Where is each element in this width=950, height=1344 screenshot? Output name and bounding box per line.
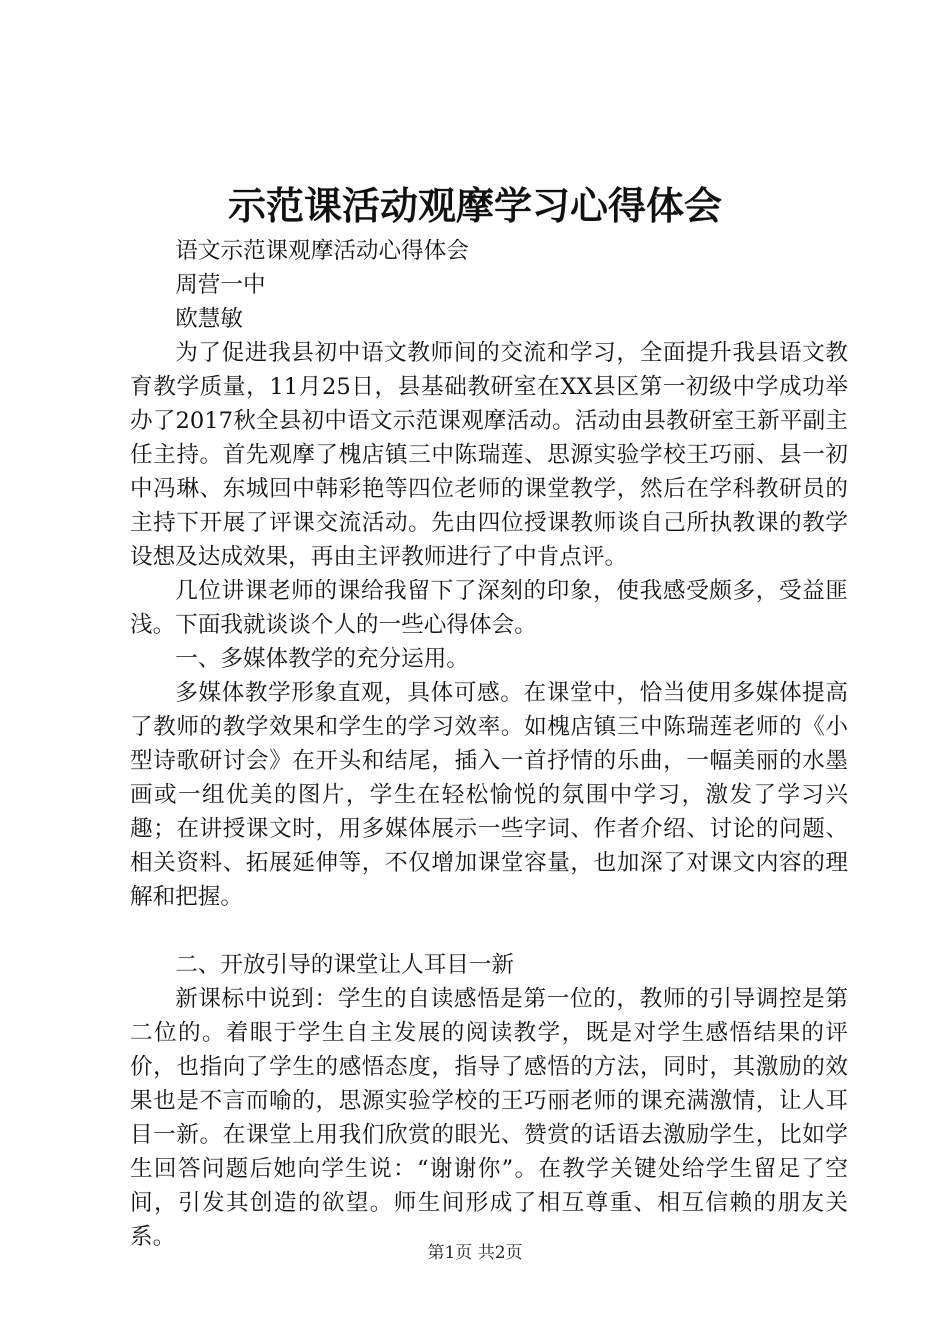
- author-line: 欧慧敏: [175, 306, 243, 332]
- subtitle-line: 语文示范课观摩活动心得体会: [175, 238, 469, 264]
- paragraph-impression: 几位讲课老师的课给我留下了深刻的印象，使我感受颇多，受益匪浅。下面我就谈谈个人的一些心得体会。: [130, 578, 848, 638]
- page-footer: 第1页 共2页: [427, 1243, 523, 1263]
- paragraph-open-guidance: 新课标中说到：学生的自读感悟是第一位的，教师的引导调控是第二位的。着眼于学生自主发展的阅读教学，既是对学生感悟结果的评价，也指向了学生的感悟态度，指导了感悟的方法，同时，其激励的效果也是不言而喻的，思源实验学校的王巧丽老师的课充满激情，让人耳目一新。在课堂上用我们欣赏的眼光、赞赏的话语去激励学生，比如学生回答问题后她向学生说：“谢谢你”。在教学关键处给学生留足了空间，引发其创造的欲望。师生间形成了相互尊重、相互信赖的朋友关系。: [130, 986, 848, 1250]
- paragraph-gap: [130, 914, 848, 948]
- section-heading-1: 一、多媒体教学的充分运用。: [175, 646, 469, 672]
- document-body: [130, 234, 848, 1254]
- paragraph-multimedia: 多媒体教学形象直观，具体可感。在课堂中，恰当使用多媒体提高了教师的教学效果和学生的学习效率。如槐店镇三中陈瑞莲老师的《小型诗歌研讨会》在开头和结尾，插入一首抒情的乐曲，一幅美丽的水墨画或一组优美的图片，学生在轻松愉悦的氛围中学习，激发了学习兴趣；在讲授课文时，用多媒体展示一些字词、作者介绍、讨论的问题、相关资料、拓展延伸等，不仅增加课堂容量，也加深了对课文内容的理解和把握。: [130, 680, 848, 910]
- document-title: 示范课活动观摩学习心得体会: [227, 183, 722, 228]
- paragraph-intro: 为了促进我县初中语文教师间的交流和学习，全面提升我县语文教育教学质量，11月25日，县基础教研室在XX县区第一初级中学成功举办了2017秋全县初中语文示范课观摩活动。活动由县教研室王新平副主任主持。首先观摩了槐店镇三中陈瑞莲、思源实验学校王巧丽、县一初中冯琳、东城回中韩彩艳等四位老师的课堂教学，然后在学科教研员的主持下开展了评课交流活动。先由四位授课教师谈自己所执教课的教学设想及达成效果，再由主评教师进行了中肯点评。: [130, 340, 848, 570]
- section-heading-2: 二、开放引导的课堂让人耳目一新: [175, 952, 515, 978]
- school-line: 周营一中: [175, 272, 266, 298]
